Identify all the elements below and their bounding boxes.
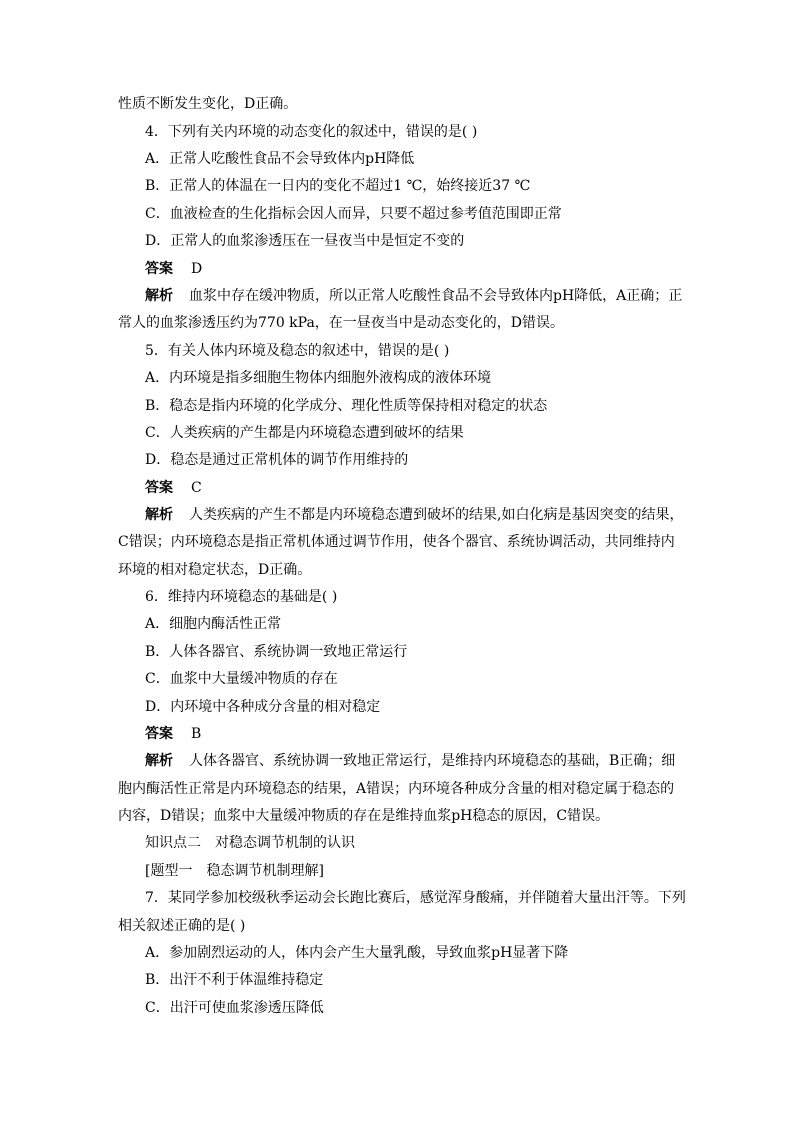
question-6-answer bbox=[145, 724, 201, 744]
question-6-option-c: C．血浆中大量缓冲物质的存在 bbox=[145, 671, 338, 687]
question-6-option-d: D．内环境中各种成分含量的相对稳定 bbox=[145, 699, 381, 715]
answer-value: C bbox=[191, 480, 202, 496]
question-7-option-b: B．出汗不利于体温维持稳定 bbox=[145, 972, 324, 988]
question-4-answer bbox=[145, 259, 202, 279]
question-4-analysis bbox=[145, 286, 682, 306]
analysis-text: 人体各器官、系统协调一致地正常运行，是维持内环境稳态的基础，B正确；细 bbox=[189, 753, 676, 769]
text-line: 环境的相对稳定状态，D正确。 bbox=[118, 562, 312, 578]
question-7-option-c: C．出汗可使血浆渗透压降低 bbox=[145, 1000, 324, 1016]
answer-label: 答案 bbox=[145, 261, 173, 277]
question-6-option-a: A．细胞内酶活性正常 bbox=[145, 616, 282, 632]
section-heading: 知识点二 对稳态调节机制的认识 bbox=[145, 835, 355, 851]
question-5-option-c: C．人类疾病的产生都是内环境稳态遭到破坏的结果 bbox=[145, 425, 464, 441]
question-6-analysis bbox=[145, 751, 675, 771]
answer-value: B bbox=[191, 726, 202, 742]
question-4-option-c: C．血液检查的生化指标会因人而异，只要不超过参考值范围即正常 bbox=[145, 206, 562, 222]
question-5-analysis bbox=[145, 505, 683, 525]
question-7-stem: 7．某同学参加校级秋季运动会长跑比赛后，感觉浑身酸痛，并伴随着大量出汗等。下列 bbox=[145, 890, 686, 906]
text-line: 内容，D错误；血浆中大量缓冲物质的存在是维持血浆pH稳态的原因，C错误。 bbox=[118, 808, 610, 824]
question-4-stem: 4．下列有关内环境的动态变化的叙述中，错误的是( ) bbox=[145, 124, 478, 140]
question-4-option-d: D．正常人的血浆渗透压在一昼夜当中是恒定不变的 bbox=[145, 233, 465, 249]
question-7-option-a: A．参加剧烈运动的人，体内会产生大量乳酸，导致血浆pH显著下降 bbox=[145, 945, 569, 961]
answer-value: D bbox=[191, 261, 203, 277]
answer-label: 答案 bbox=[145, 726, 173, 742]
analysis-label: 解析 bbox=[145, 507, 173, 523]
text-line: 胞内酶活性正常是内环境稳态的结果，A错误；内环境各种成分含量的相对稳定属于稳态的 bbox=[118, 781, 675, 797]
question-5-answer bbox=[145, 478, 202, 498]
subsection-heading: [题型一 稳态调节机制理解] bbox=[145, 863, 324, 879]
text-line: C错误；内环境稳态是指正常机体通过调节作用，使各个器官、系统协调活动，共同维持内 bbox=[118, 534, 675, 550]
question-4-option-b: B．正常人的体温在一日内的变化不超过1 ℃，始终接近37 ℃ bbox=[145, 178, 531, 194]
question-5-option-a: A．内环境是指多细胞生物体内细胞外液构成的液体环境 bbox=[145, 370, 492, 386]
analysis-text: 血浆中存在缓冲物质，所以正常人吃酸性食品不会导致体内pH降低，A正确；正 bbox=[189, 288, 683, 304]
text-line: 性质不断发生变化，D正确。 bbox=[118, 96, 298, 112]
answer-label: 答案 bbox=[145, 480, 173, 496]
analysis-label: 解析 bbox=[145, 288, 173, 304]
question-5-option-d: D．稳态是通过正常机体的调节作用维持的 bbox=[145, 452, 409, 468]
text-line: 相关叙述正确的是( ) bbox=[118, 918, 246, 934]
question-6-stem: 6．维持内环境稳态的基础是( ) bbox=[145, 589, 338, 605]
text-line: 常人的血浆渗透压约为770 kPa，在一昼夜当中是动态变化的，D错误。 bbox=[118, 315, 565, 331]
question-5-stem: 5．有关人体内环境及稳态的叙述中，错误的是( ) bbox=[145, 343, 450, 359]
question-4-option-a: A．正常人吃酸性食品不会导致体内pH降低 bbox=[145, 151, 415, 167]
analysis-text: 人类疾病的产生不都是内环境稳态遭到破坏的结果,如白化病是基因突变的结果， bbox=[189, 507, 684, 523]
question-5-option-b: B．稳态是指内环境的化学成分、理化性质等保持相对稳定的状态 bbox=[145, 398, 548, 414]
question-6-option-b: B．人体各器官、系统协调一致地正常运行 bbox=[145, 644, 408, 660]
analysis-label: 解析 bbox=[145, 753, 173, 769]
